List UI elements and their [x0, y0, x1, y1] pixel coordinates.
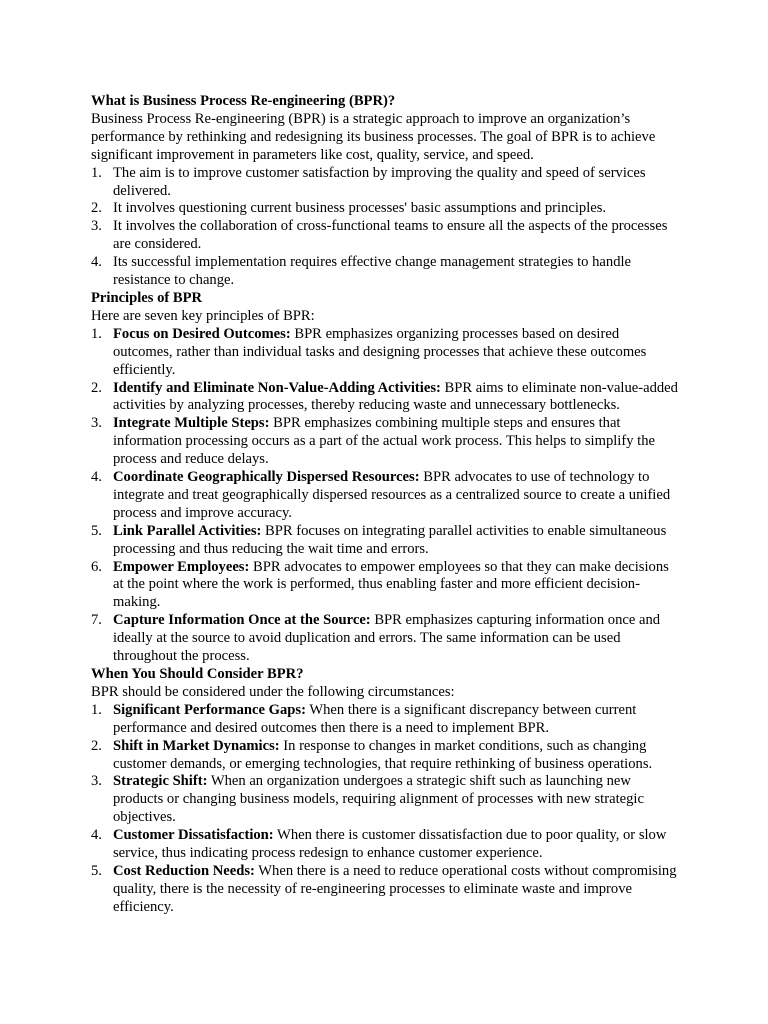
list-item	[91, 738, 681, 774]
list-number: 4.	[91, 469, 102, 486]
list-item	[91, 415, 681, 469]
list-number: 2.	[91, 737, 102, 754]
list-number: 4.	[91, 827, 102, 844]
list-item	[91, 773, 681, 827]
list-item-term: Significant Performance Gaps:	[113, 701, 306, 718]
list-number: 2.	[91, 379, 102, 396]
list-item	[91, 523, 681, 559]
section-intro-what-is-bpr: Business Process Re-engineering (BPR) is a strategic approach to improve an organization’s performance by rethinking and redesigning its business processes. The goal of BPR is to achieve significant improvement in parameters like cost, quality, service, and speed.	[91, 110, 656, 163]
list-item-text: When there is a significant discrepancy between current performance and desired outcomes then there is a need to implement BPR.	[113, 701, 637, 736]
list-item	[91, 469, 681, 523]
list-item-term: Cost Reduction Needs:	[113, 862, 255, 879]
list-item-term: Identify and Eliminate Non-Value-Adding Activities:	[113, 379, 441, 396]
list-item-text: BPR emphasizes combining multiple steps and ensures that information processing occurs as a part of the actual work process. This helps to simplify the process and reduce delays.	[113, 415, 655, 468]
section-heading-when-to-consider: When You Should Consider BPR?	[91, 666, 304, 682]
bpr-characteristics-list	[91, 165, 681, 290]
list-item-text: When an organization undergoes a strategic shift such as launching new products or changing business models, requiring alignment of processes with new strategic objectives.	[113, 773, 644, 826]
list-number: 2.	[91, 200, 102, 217]
list-item-term: Customer Dissatisfaction:	[113, 827, 274, 844]
section-intro-principles: Here are seven key principles of BPR:	[91, 307, 315, 324]
list-item	[91, 254, 681, 290]
list-item-text: BPR emphasizes capturing information once and ideally at the source to avoid duplication and errors. The same information can be used throughout the process.	[113, 612, 661, 665]
list-item-text: BPR advocates to use of technology to integrate and treat geographically dispersed resources as a centralized source to create a unified process and improve accuracy.	[113, 469, 671, 521]
list-item	[91, 200, 681, 218]
list-item-text: When there is a need to reduce operational costs without compromising quality, there is the necessity of re-engineering processes to eliminate waste and improve efficiency.	[113, 862, 677, 915]
list-item-text: Its successful implementation requires effective change management strategies to handle resistance to change.	[113, 254, 632, 289]
list-item-term: Capture Information Once at the Source:	[113, 612, 371, 629]
list-item-term: Shift in Market Dynamics:	[113, 737, 280, 754]
list-item-text: BPR focuses on integrating parallel activities to enable simultaneous processing and thus reducing the wait time and errors.	[113, 522, 667, 557]
list-item	[91, 863, 681, 917]
list-number: 1.	[91, 701, 102, 718]
list-item-text: BPR aims to eliminate non-value-added activities by analyzing processes, thereby reducing waste and unnecessary bottlenecks.	[113, 379, 678, 414]
list-item	[91, 559, 681, 613]
list-item-text: It involves the collaboration of cross-functional teams to ensure all the aspects of the processes are considered.	[113, 218, 668, 253]
list-item-text: It involves questioning current business processes' basic assumptions and principles.	[113, 200, 607, 217]
list-number: 5.	[91, 862, 102, 879]
list-number: 3.	[91, 218, 102, 235]
principles-list	[91, 326, 681, 666]
list-item-term: Integrate Multiple Steps:	[113, 415, 270, 432]
list-item	[91, 165, 681, 201]
list-item-term: Empower Employees:	[113, 558, 250, 575]
list-item	[91, 326, 681, 380]
list-item-term: Coordinate Geographically Dispersed Resources:	[113, 469, 420, 486]
list-number: 4.	[91, 254, 102, 271]
list-item-text: When there is customer dissatisfaction due to poor quality, or slow service, thus indicating process redesign to enhance customer experience.	[113, 827, 667, 862]
list-number: 1.	[91, 325, 102, 342]
list-item-term: Focus on Desired Outcomes:	[113, 325, 291, 342]
circumstances-list	[91, 702, 681, 917]
list-number: 7.	[91, 612, 102, 629]
list-item-text: BPR emphasizes organizing processes based on desired outcomes, rather than individual tasks and designing processes that achieve these outcomes efficiently.	[113, 325, 647, 378]
list-number: 3.	[91, 773, 102, 790]
document-page	[91, 93, 681, 917]
list-number: 5.	[91, 522, 102, 539]
section-heading-what-is-bpr: What is Business Process Re-engineering (BPR)?	[91, 93, 396, 109]
list-item	[91, 612, 681, 666]
list-number: 1.	[91, 164, 102, 181]
list-item-term: Strategic Shift:	[113, 773, 208, 790]
list-item-term: Link Parallel Activities:	[113, 522, 262, 539]
section-intro-when-to-consider: BPR should be considered under the following circumstances:	[91, 683, 455, 700]
list-item	[91, 702, 681, 738]
list-number: 3.	[91, 415, 102, 432]
list-item-text: The aim is to improve customer satisfaction by improving the quality and speed of services delivered.	[113, 164, 646, 199]
list-item	[91, 827, 681, 863]
section-heading-principles: Principles of BPR	[91, 289, 203, 306]
list-item-text: BPR advocates to empower employees so that they can make decisions at the point where the work is performed, thus enabling faster and more efficient decision-making.	[113, 558, 669, 611]
list-item	[91, 218, 681, 254]
list-item-text: In response to changes in market conditions, such as changing customer demands, or emerging technologies, that require rethinking of business operations.	[113, 737, 653, 772]
list-item	[91, 380, 681, 416]
list-number: 6.	[91, 558, 102, 575]
